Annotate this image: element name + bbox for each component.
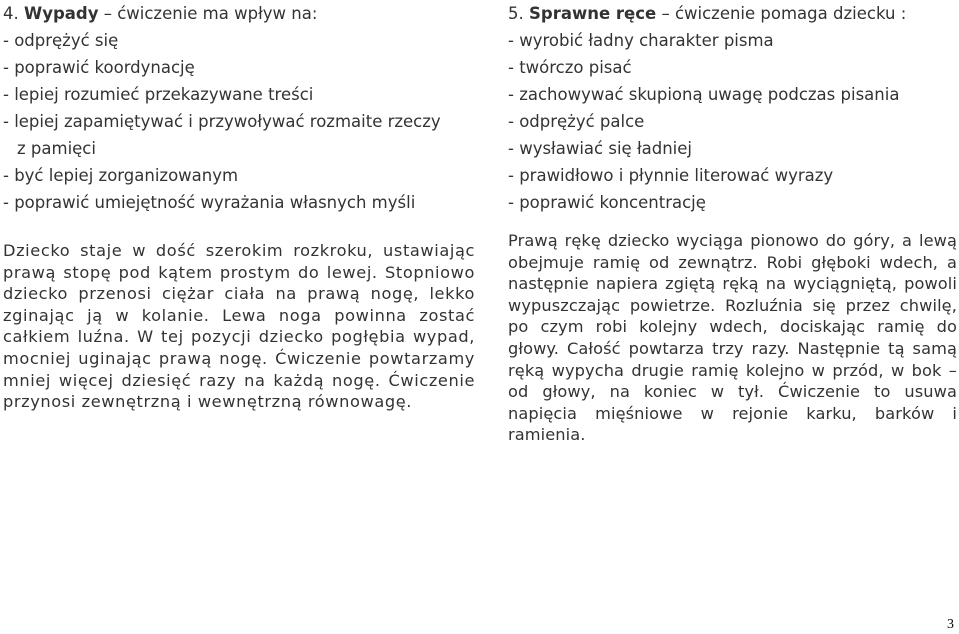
section-heading-text: – ćwiczenie pomaga dziecku : [656, 4, 907, 23]
section-title: Wypady [24, 4, 99, 23]
section-number: 5. [508, 4, 524, 23]
exercise-description: Dziecko staje w dość szerokim rozkroku, ustawiając prawą stopę pod kątem prostym do lewej. Stopniowo dziecko przenosi ciężar ciała na prawą nogę, lekko zginając ją w kolanie. Lewa noga powinna zostać całkiem luźna. W tej pozycji dziecko pogłębia wypad, mocniej uginając prawą nogę. Ćwiczenie powtarzamy mniej więcej dziesięć razy na każdą nogę. Ćwiczenie przynosi zewnętrzną i wewnętrzną równowagę. [3, 241, 475, 412]
list-item-continuation: z pamięci [17, 139, 96, 158]
list-item: - poprawić umiejętność wyrażania własnych myśli [3, 193, 416, 212]
list-item: - prawidłowo i płynnie literować wyrazy [508, 166, 834, 185]
list-item: - odprężyć się [3, 31, 119, 50]
list-item: - lepiej zapamiętywać i przywoływać rozmaite rzeczy [3, 112, 441, 131]
page-number: 3 [947, 617, 954, 632]
list-item: - poprawić koncentrację [508, 193, 706, 212]
list-item: - twórczo pisać [508, 58, 632, 77]
list-item: - zachowywać skupioną uwagę podczas pisania [508, 85, 900, 104]
section-heading-text: – ćwiczenie ma wpływ na: [98, 4, 318, 23]
list-item: - odprężyć palce [508, 112, 645, 131]
section-heading [508, 0, 957, 27]
exercise-description: Prawą rękę dziecko wyciąga pionowo do góry, a lewą obejmuje ramię od zewnątrz. Robi głęboki wdech, a następnie napiera zgiętą ręką na wyciągniętą, powoli wypuszczając powietrze. Rozluźnia się przez chwilę, po czym robi kolejny wdech, dociskając ramię do głowy. Całość powtarza trzy razy. Następnie tą samą ręką wypycha drugie ramię kolejno w przód, w bok – od głowy, na koniec w tył. Ćwiczenie to usuwa napięcia mięśniowe w rejonie karku, barków i ramienia. [508, 231, 957, 445]
list-item: - poprawić koordynację [3, 58, 195, 77]
list-item: - być lepiej zorganizowanym [3, 166, 239, 185]
list-item: - wyrobić ładny charakter pisma [508, 31, 774, 50]
list-item: - lepiej rozumieć przekazywane treści [3, 85, 314, 104]
section-heading [3, 0, 475, 27]
section-wypady [3, 0, 475, 413]
section-number: 4. [3, 4, 19, 23]
section-title: Sprawne ręce [529, 4, 657, 23]
list-item: - wysławiać się ładniej [508, 139, 692, 158]
section-sprawne-rece [508, 0, 957, 446]
